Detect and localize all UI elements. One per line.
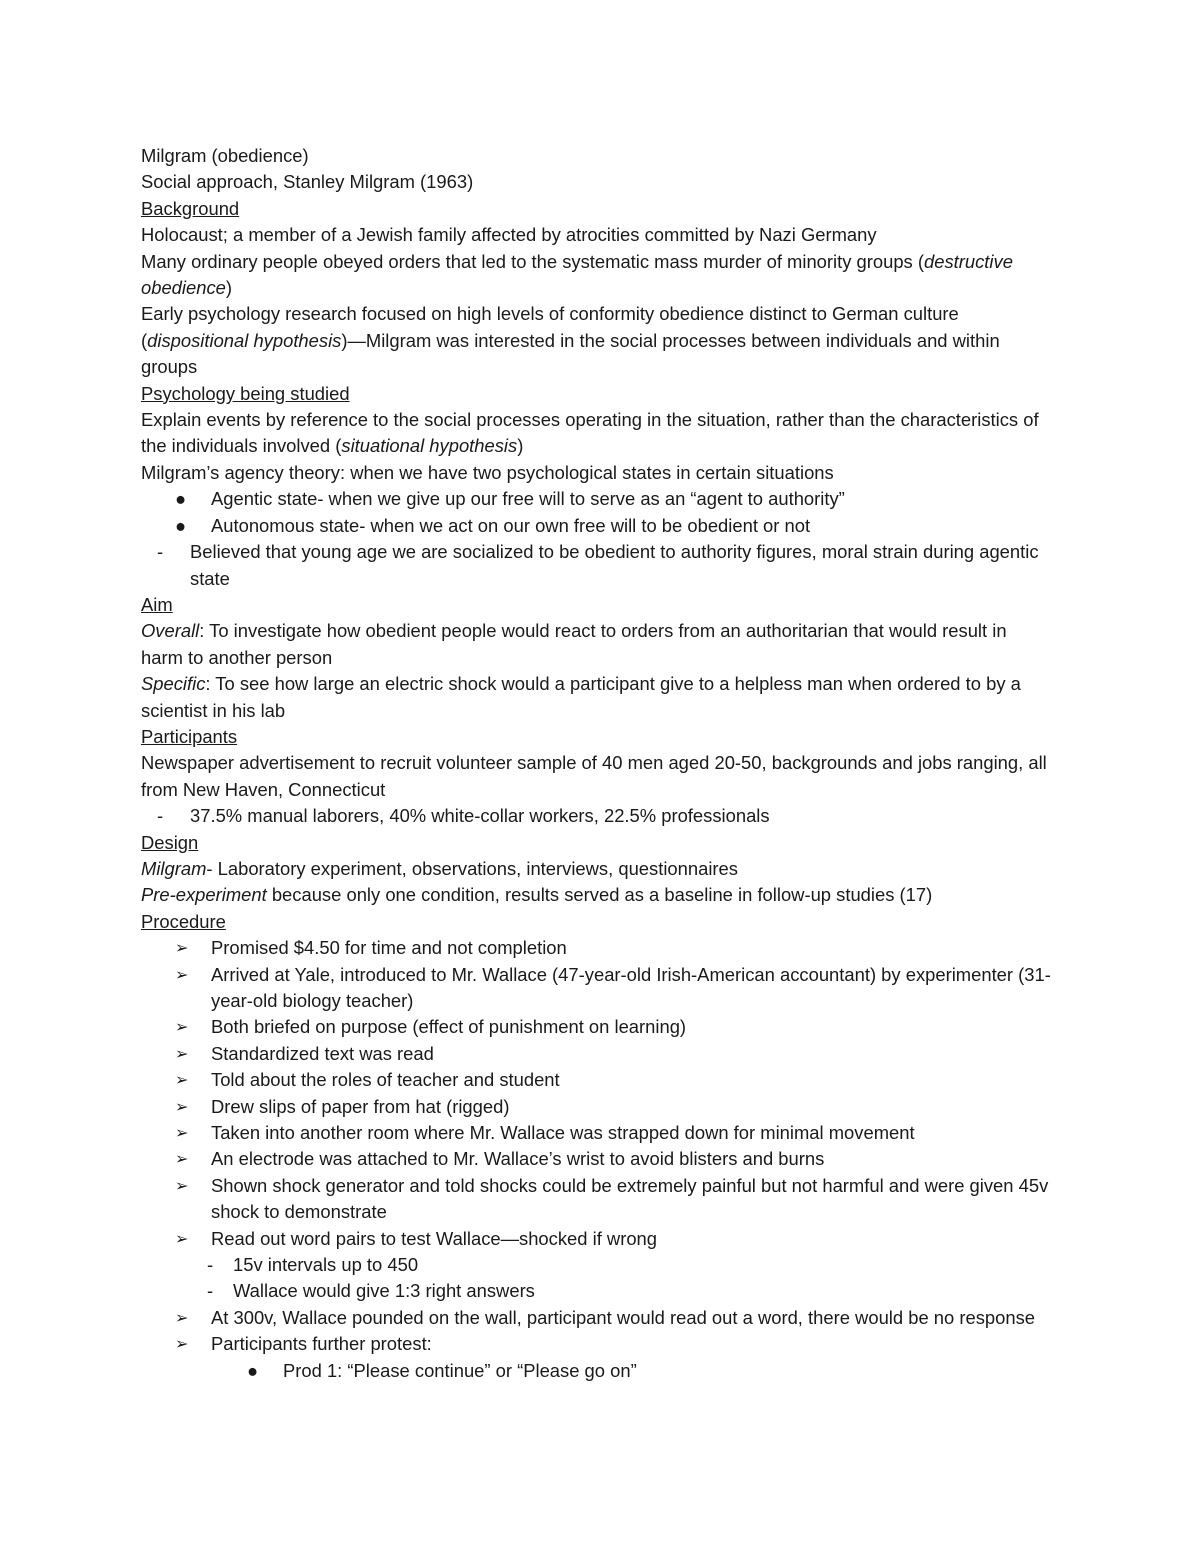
procedure-step (141, 1226, 1051, 1252)
procedure-step-text: Drew slips of paper from hat (rigged) (211, 1095, 510, 1117)
text-segment: - Laboratory experiment, observations, interviews, questionnaires (206, 857, 738, 879)
heading-aim: Aim (141, 593, 173, 615)
procedure-step (141, 1067, 1051, 1093)
heading-participants: Participants (141, 725, 238, 747)
procedure-step-text: Taken into another room where Mr. Wallace was strapped down for minimal movement (211, 1122, 915, 1144)
list-item-text: Agentic state- when we give up our free will to serve as an “agent to authority” (211, 488, 845, 510)
procedure-step-text: Promised $4.50 for time and not completion (211, 937, 567, 959)
list-item-autonomous (141, 513, 1051, 539)
background-line-3 (141, 301, 1051, 380)
text-segment: Early psychology research focused on high levels of conformity obedience distinct to German culture ( (141, 303, 959, 351)
arrow-bullet-icon: ➢ (175, 1043, 189, 1063)
design-line-1 (141, 856, 1051, 882)
procedure-step-text: Told about the roles of teacher and student (211, 1069, 560, 1091)
list-item-text: Autonomous state- when we act on our own free will to be obedient or not (211, 514, 811, 536)
procedure-sub-item-text: Wallace would give 1:3 right answers (233, 1280, 535, 1302)
document-body (141, 143, 1051, 1384)
list-item-agentic (141, 486, 1051, 512)
procedure-step-text: Shown shock generator and told shocks could be extremely painful but not harmful and were given 45v shock to demonstrate (211, 1174, 1049, 1223)
bullet-dot-icon: ● (175, 514, 187, 536)
procedure-step-text: Participants further protest: (211, 1333, 432, 1355)
procedure-step (141, 1331, 1051, 1357)
design-line-2 (141, 882, 1051, 908)
text-segment: because only one condition, results served as a baseline in follow-up studies (17) (266, 884, 933, 906)
arrow-bullet-icon: ➢ (175, 1070, 189, 1090)
arrow-bullet-icon: ➢ (175, 1017, 189, 1037)
aim-specific-label: Specific (141, 673, 206, 695)
procedure-sub-item (141, 1252, 1051, 1278)
bullet-dot-icon: ● (247, 1359, 259, 1381)
aim-overall-text: : To investigate how obedient people would react to orders from an authoritarian that would result in harm to another person (141, 620, 1007, 668)
arrow-bullet-icon: ➢ (175, 964, 189, 984)
text-segment: )—Milgram was interested in the social processes between individuals and within groups (141, 329, 1000, 378)
procedure-step (141, 1120, 1051, 1146)
term-milgram: Milgram (141, 857, 207, 879)
term-pre-experiment: Pre-experiment (141, 884, 267, 906)
aim-specific (141, 671, 1051, 724)
procedure-sub-item-text: 15v intervals up to 450 (233, 1254, 419, 1276)
procedure-step (141, 1146, 1051, 1172)
bullet-dash-icon: - (157, 805, 164, 827)
bullet-dash-icon: - (207, 1254, 214, 1276)
bullet-dot-icon: ● (175, 488, 187, 510)
procedure-step (141, 1305, 1051, 1331)
list-item-socialized (141, 539, 1051, 592)
background-line-1: Holocaust; a member of a Jewish family affected by atrocities committed by Nazi Germany (141, 224, 877, 246)
aim-overall (141, 618, 1051, 671)
list-item-text: 37.5% manual laborers, 40% white-collar workers, 22.5% professionals (190, 805, 770, 827)
participants-line-1: Newspaper advertisement to recruit volunteer sample of 40 men aged 20-50, backgrounds and jobs ranging, all from New Haven, Connecticut (141, 752, 1047, 800)
list-item-text: Believed that young age we are socialized to be obedient to authority figures, moral strain during agentic state (190, 541, 1039, 589)
psychology-line-1 (141, 407, 1051, 460)
arrow-bullet-icon: ➢ (175, 1123, 189, 1143)
background-line-2 (141, 249, 1051, 302)
arrow-bullet-icon: ➢ (175, 1175, 189, 1195)
arrow-bullet-icon: ➢ (175, 1334, 189, 1354)
procedure-step-text: Standardized text was read (211, 1042, 434, 1064)
procedure-step-text: Arrived at Yale, introduced to Mr. Wallace (47-year-old Irish-American accountant) by experimenter (31-year-old biology teacher) (211, 963, 1051, 1011)
arrow-bullet-icon: ➢ (175, 1149, 189, 1169)
text-segment: ) (517, 435, 524, 457)
procedure-step (141, 962, 1051, 1015)
procedure-step (141, 1094, 1051, 1120)
term-destructive-obedience: destructive obedience (141, 250, 1013, 299)
procedure-sub-item (141, 1278, 1051, 1304)
arrow-bullet-icon: ➢ (175, 938, 189, 958)
procedure-step (141, 935, 1051, 961)
prod-item-text: Prod 1: “Please continue” or “Please go on” (283, 1359, 637, 1381)
heading-psychology: Psychology being studied (141, 382, 350, 404)
document-title: Milgram (obedience) (141, 145, 309, 166)
procedure-step (141, 1014, 1051, 1040)
arrow-bullet-icon: ➢ (175, 1096, 189, 1116)
procedure-step-text: Read out word pairs to test Wallace—shocked if wrong (211, 1227, 658, 1249)
text-segment: ) (225, 277, 233, 299)
term-dispositional-hypothesis: dispositional hypothesis (147, 329, 342, 351)
procedure-step-text: Both briefed on purpose (effect of punishment on learning) (211, 1016, 687, 1038)
arrow-bullet-icon: ➢ (175, 1307, 189, 1327)
heading-background: Background (141, 197, 240, 219)
text-segment: Many ordinary people obeyed orders that led to the systematic mass murder of minority groups ( (141, 250, 924, 272)
procedure-step-text: At 300v, Wallace pounded on the wall, participant would read out a word, there would be no response (211, 1306, 1036, 1328)
document-subtitle: Social approach, Stanley Milgram (1963) (141, 171, 474, 193)
procedure-step (141, 1041, 1051, 1067)
bullet-dash-icon: - (207, 1280, 214, 1302)
aim-overall-label: Overall (141, 620, 200, 642)
procedure-step (141, 1173, 1051, 1226)
term-situational-hypothesis: situational hypothesis (341, 435, 518, 457)
prod-item (141, 1358, 1051, 1384)
psychology-line-2: Milgram’s agency theory: when we have two psychological states in certain situations (141, 461, 834, 483)
text-segment: Explain events by reference to the social processes operating in the situation, rather than the characteristics of the individuals involved ( (141, 409, 1039, 457)
heading-procedure: Procedure (141, 910, 226, 932)
heading-design: Design (141, 831, 199, 853)
aim-specific-text: : To see how large an electric shock would a participant give to a helpless man when ordered to by a scientist in his lab (141, 673, 1021, 721)
list-item-occupations (141, 803, 1051, 829)
bullet-dash-icon: - (157, 541, 164, 563)
arrow-bullet-icon: ➢ (175, 1228, 189, 1248)
procedure-step-text: An electrode was attached to Mr. Wallace’s wrist to avoid blisters and burns (211, 1148, 825, 1170)
